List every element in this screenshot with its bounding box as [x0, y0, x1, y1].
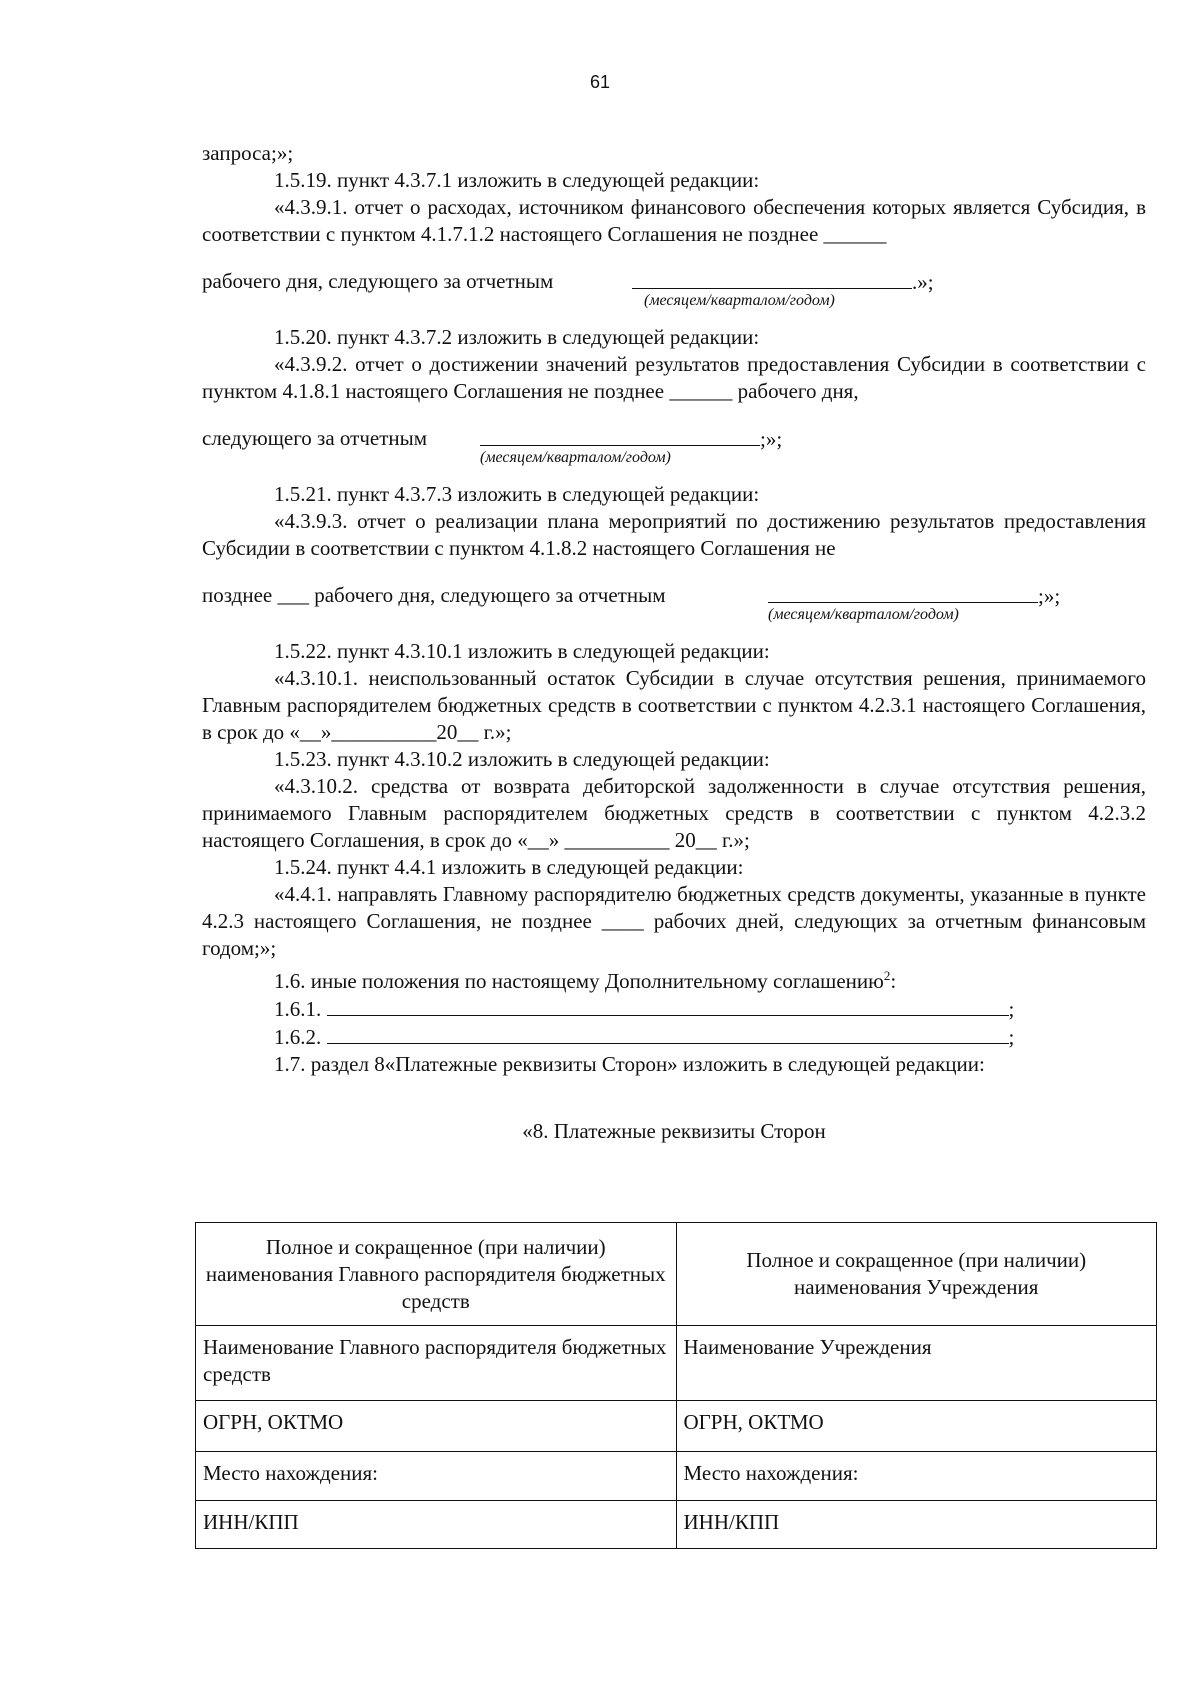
table-header-cell: Полное и сокращенное (при наличии) наименования Учреждения — [676, 1223, 1157, 1326]
field-label: рабочего дня, следующего за отчетным — [202, 269, 554, 293]
table-cell: ИНН/КПП — [676, 1501, 1157, 1549]
paragraph: «4.3.9.1. отчет о расходах, источником финансового обеспечения которых является Субсидия, в соответствии с пунктом 4.1.7.1.2 настоящего Соглашения не позднее ______ — [202, 195, 1146, 246]
field-label: позднее ___ рабочего дня, следующего за отчетным — [202, 583, 666, 607]
table-row — [196, 1401, 1157, 1452]
table-row — [196, 1326, 1157, 1401]
paragraph: «4.3.9.3. отчет о реализации плана мероприятий по достижению результатов предоставления Субсидии в соответствии с пунктом 4.1.8.2 настоящего Соглашения не — [202, 509, 1146, 560]
paragraph: запроса;»; — [202, 141, 294, 165]
paragraph: 1.5.24. пункт 4.4.1 изложить в следующей редакции: — [274, 855, 744, 879]
paragraph — [202, 962, 1146, 995]
period-field-row — [202, 268, 1146, 308]
table-row — [196, 1501, 1157, 1549]
blank-line — [632, 268, 912, 289]
blank-line — [327, 995, 1009, 1016]
field-end: .»; — [912, 270, 934, 294]
field-end: ;»; — [1038, 584, 1061, 608]
paragraph: 1.5.20. пункт 4.3.7.2 изложить в следующей редакции: — [274, 325, 760, 349]
item-number: 1.6.2. — [274, 1025, 322, 1049]
field-end: ;»; — [760, 427, 783, 451]
table-cell: ОГРН, ОКТМО — [676, 1401, 1157, 1452]
item-number: 1.6.1. — [274, 997, 322, 1021]
paragraph: 1.5.22. пункт 4.3.10.1 изложить в следующей редакции: — [274, 639, 770, 663]
paragraph — [202, 995, 1146, 1023]
paragraph-text: 1.6. иные положения по настоящему Дополнительному соглашению — [274, 969, 884, 993]
table-cell: Наименование Учреждения — [676, 1326, 1157, 1401]
paragraph — [202, 1023, 1146, 1051]
paragraph: «4.3.9.2. отчет о достижении значений результатов предоставления Субсидии в соответствии с пунктом 4.1.8.1 настоящего Соглашения не позднее ______ рабочего дня, — [202, 352, 1146, 403]
blank-line — [768, 582, 1038, 603]
section-title: «8. Платежные реквизиты Сторон — [522, 1119, 826, 1143]
table-cell: Место нахождения: — [196, 1452, 677, 1501]
table-header-row — [196, 1223, 1157, 1326]
blank-line — [327, 1023, 1009, 1044]
footnote-ref: 2 — [883, 968, 891, 983]
period-hint: (месяцем/кварталом/годом) — [768, 606, 959, 623]
period-field-row — [202, 425, 1146, 465]
table-cell: Наименование Главного распорядителя бюджетных средств — [196, 1326, 677, 1401]
paragraph: 1.5.23. пункт 4.3.10.2 изложить в следующей редакции: — [274, 747, 770, 771]
period-hint: (месяцем/кварталом/годом) — [480, 449, 671, 466]
field-label: следующего за отчетным — [202, 426, 428, 450]
table-header-cell: Полное и сокращенное (при наличии) наименования Главного распорядителя бюджетных средств — [196, 1223, 677, 1326]
item-end: ; — [1008, 1025, 1015, 1049]
item-end: ; — [1008, 997, 1015, 1021]
paragraph: «4.3.10.1. неиспользованный остаток Субсидии в случае отсутствия решения, принимаемого Главным распорядителем бюджетных средств в соответствии с пунктом 4.2.3.1 настоящего Соглашения, в срок до «__»__________20__ г.»; — [202, 666, 1146, 744]
page-number: 61 — [589, 72, 611, 92]
table-cell: ИНН/КПП — [196, 1501, 677, 1549]
blank-line — [480, 425, 760, 446]
table-row — [196, 1452, 1157, 1501]
table-cell: ОГРН, ОКТМО — [196, 1401, 677, 1452]
document-body — [202, 140, 1146, 1145]
table-cell: Место нахождения: — [676, 1452, 1157, 1501]
paragraph: «4.4.1. направлять Главному распорядителю бюджетных средств документы, указанные в пункте 4.2.3 настоящего Соглашения, не позднее ____ рабочих дней, следующих за отчетным финансовым годом;»; — [202, 882, 1146, 960]
paragraph-end: : — [890, 969, 897, 993]
paragraph: 1.5.21. пункт 4.3.7.3 изложить в следующей редакции: — [274, 482, 760, 506]
paragraph: «4.3.10.2. средства от возврата дебиторской задолженности в случае отсутствия решения, принимаемого Главным распорядителем бюджетных средств в соответствии с пунктом 4.2.3.2 настоящего Соглашения, в срок до «__» __________ 20__ г.»; — [202, 774, 1146, 852]
payment-requisites-table — [195, 1222, 1157, 1549]
paragraph: 1.7. раздел 8«Платежные реквизиты Сторон» изложить в следующей редакции: — [274, 1052, 985, 1076]
period-field-row — [202, 582, 1146, 622]
paragraph: 1.5.19. пункт 4.3.7.1 изложить в следующей редакции: — [274, 168, 760, 192]
period-hint: (месяцем/кварталом/годом) — [644, 292, 835, 309]
